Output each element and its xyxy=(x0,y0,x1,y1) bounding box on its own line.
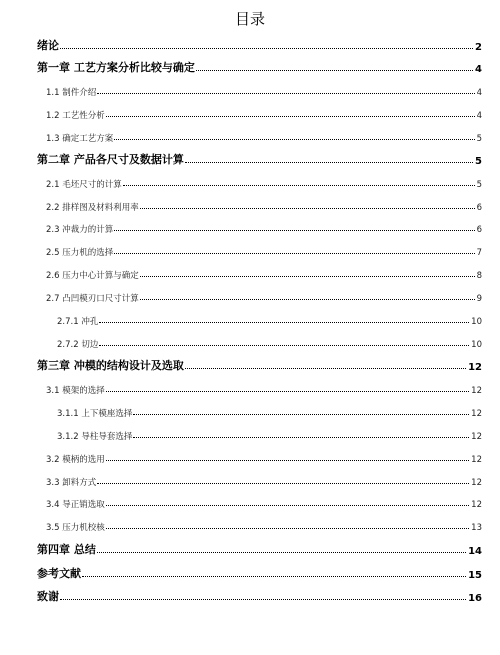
toc-entry-page-number: 16 xyxy=(468,593,482,604)
toc-entry[interactable] xyxy=(46,82,482,98)
toc-entry-page-number: 12 xyxy=(471,455,482,465)
toc-entry-page-number: 12 xyxy=(468,362,482,373)
toc-entry-label: 2.7.1 冲孔 xyxy=(57,317,99,327)
toc-entry[interactable] xyxy=(46,494,482,510)
toc-entry[interactable] xyxy=(37,588,482,604)
toc-entry-page-number: 2 xyxy=(475,42,482,53)
toc-entry-label: 3.5 压力机校核 xyxy=(46,523,105,533)
toc-entry[interactable] xyxy=(46,517,482,533)
toc-entry-label: 3.1 模架的选择 xyxy=(46,386,105,396)
toc-entry-page-number: 10 xyxy=(471,317,482,327)
toc-entry-page-number: 7 xyxy=(476,248,482,258)
toc-entry[interactable] xyxy=(37,565,482,581)
toc-entry-label: 2.7 凸凹模刃口尺寸计算 xyxy=(46,294,139,304)
toc-entry[interactable] xyxy=(57,334,482,350)
toc-entry-page-number: 12 xyxy=(471,478,482,488)
toc-entry-label: 2.5 压力机的选择 xyxy=(46,248,114,258)
toc-entry-label: 3.2 模柄的选用 xyxy=(46,455,105,465)
toc-entry-label: 3.3 卸料方式 xyxy=(46,478,97,488)
toc-entry-label: 致谢 xyxy=(37,590,59,603)
toc-entry[interactable] xyxy=(46,128,482,144)
dot-leader xyxy=(185,368,466,369)
dot-leader xyxy=(82,576,466,577)
dot-leader xyxy=(196,70,473,71)
toc-entry-page-number: 12 xyxy=(471,432,482,442)
dot-leader xyxy=(97,483,469,484)
toc-entry-label: 2.6 压力中心计算与确定 xyxy=(46,271,139,281)
dot-leader xyxy=(106,391,469,392)
toc-entry[interactable] xyxy=(46,288,482,304)
toc-entry-page-number: 15 xyxy=(468,570,482,581)
toc-entry-page-number: 4 xyxy=(475,64,482,75)
toc-entry[interactable] xyxy=(37,59,482,75)
toc-entry-label: 第一章 工艺方案分析比较与确定 xyxy=(37,61,195,74)
toc-entry[interactable] xyxy=(46,219,482,235)
toc-entry-page-number: 14 xyxy=(468,546,482,557)
toc-entry-label: 1.1 制件介绍 xyxy=(46,88,97,98)
dot-leader xyxy=(99,322,469,323)
toc-entry-page-number: 4 xyxy=(476,111,482,121)
toc-entry-label: 第四章 总结 xyxy=(37,543,96,556)
toc-entry[interactable] xyxy=(46,472,482,488)
dot-leader xyxy=(133,414,469,415)
dot-leader xyxy=(106,460,469,461)
toc-entry-page-number: 12 xyxy=(471,386,482,396)
toc-entry-label: 2.1 毛坯尺寸的计算 xyxy=(46,180,122,190)
toc-entry-page-number: 10 xyxy=(471,340,482,350)
toc-entry-label: 绪论 xyxy=(37,39,59,52)
toc-entry[interactable] xyxy=(46,265,482,281)
toc-entry-label: 1.3 确定工艺方案 xyxy=(46,134,114,144)
toc-entry-page-number: 12 xyxy=(471,500,482,510)
dot-leader xyxy=(97,552,466,553)
toc-entry[interactable] xyxy=(46,242,482,258)
dot-leader xyxy=(185,162,473,163)
dot-leader xyxy=(140,299,475,300)
toc-entry-label: 参考文献 xyxy=(37,567,81,580)
dot-leader xyxy=(60,599,466,600)
toc-entry-page-number: 6 xyxy=(476,203,482,213)
toc-entry-label: 2.2 排样图及材料利用率 xyxy=(46,203,139,213)
toc-entry-label: 2.7.2 切边 xyxy=(57,340,99,350)
toc-entry-label: 3.1.2 导柱导套选择 xyxy=(57,432,133,442)
dot-leader xyxy=(97,93,474,94)
dot-leader xyxy=(140,208,475,209)
dot-leader xyxy=(106,505,469,506)
dot-leader xyxy=(114,230,474,231)
dot-leader xyxy=(114,253,474,254)
toc-entry[interactable] xyxy=(57,426,482,442)
toc-entry-label: 3.4 导正销选取 xyxy=(46,500,105,510)
toc-entry-label: 3.1.1 上下模座选择 xyxy=(57,409,133,419)
toc-entry[interactable] xyxy=(37,37,482,53)
toc-entry[interactable] xyxy=(57,311,482,327)
toc-entry-page-number: 5 xyxy=(476,134,482,144)
toc-entry[interactable] xyxy=(46,105,482,121)
toc-entry-page-number: 5 xyxy=(475,156,482,167)
toc-entry[interactable] xyxy=(37,357,482,373)
toc-entry-page-number: 13 xyxy=(471,523,482,533)
toc-entry[interactable] xyxy=(46,197,482,213)
dot-leader xyxy=(114,139,474,140)
dot-leader xyxy=(106,116,475,117)
toc-entry[interactable] xyxy=(57,403,482,419)
toc-title: 目录 xyxy=(234,10,265,28)
toc-entry[interactable] xyxy=(37,541,482,557)
toc-entry-page-number: 9 xyxy=(476,294,482,304)
toc-entry-label: 2.3 冲裁力的计算 xyxy=(46,225,114,235)
toc-entry-page-number: 5 xyxy=(476,180,482,190)
dot-leader xyxy=(133,437,469,438)
dot-leader xyxy=(123,185,475,186)
dot-leader xyxy=(106,528,469,529)
dot-leader xyxy=(140,276,475,277)
toc-entry-label: 第三章 冲模的结构设计及选取 xyxy=(37,359,184,372)
toc-entry-page-number: 12 xyxy=(471,409,482,419)
toc-entry[interactable] xyxy=(46,380,482,396)
toc-entry[interactable] xyxy=(37,151,482,167)
dot-leader xyxy=(60,48,473,49)
dot-leader xyxy=(99,345,469,346)
toc-entry[interactable] xyxy=(46,449,482,465)
toc-entry-page-number: 8 xyxy=(476,271,482,281)
toc-entry-label: 1.2 工艺性分析 xyxy=(46,111,105,121)
toc-entry[interactable] xyxy=(46,174,482,190)
toc-entry-label: 第二章 产品各尺寸及数据计算 xyxy=(37,153,184,166)
toc-entry-page-number: 6 xyxy=(476,225,482,235)
toc-entry-page-number: 4 xyxy=(476,88,482,98)
